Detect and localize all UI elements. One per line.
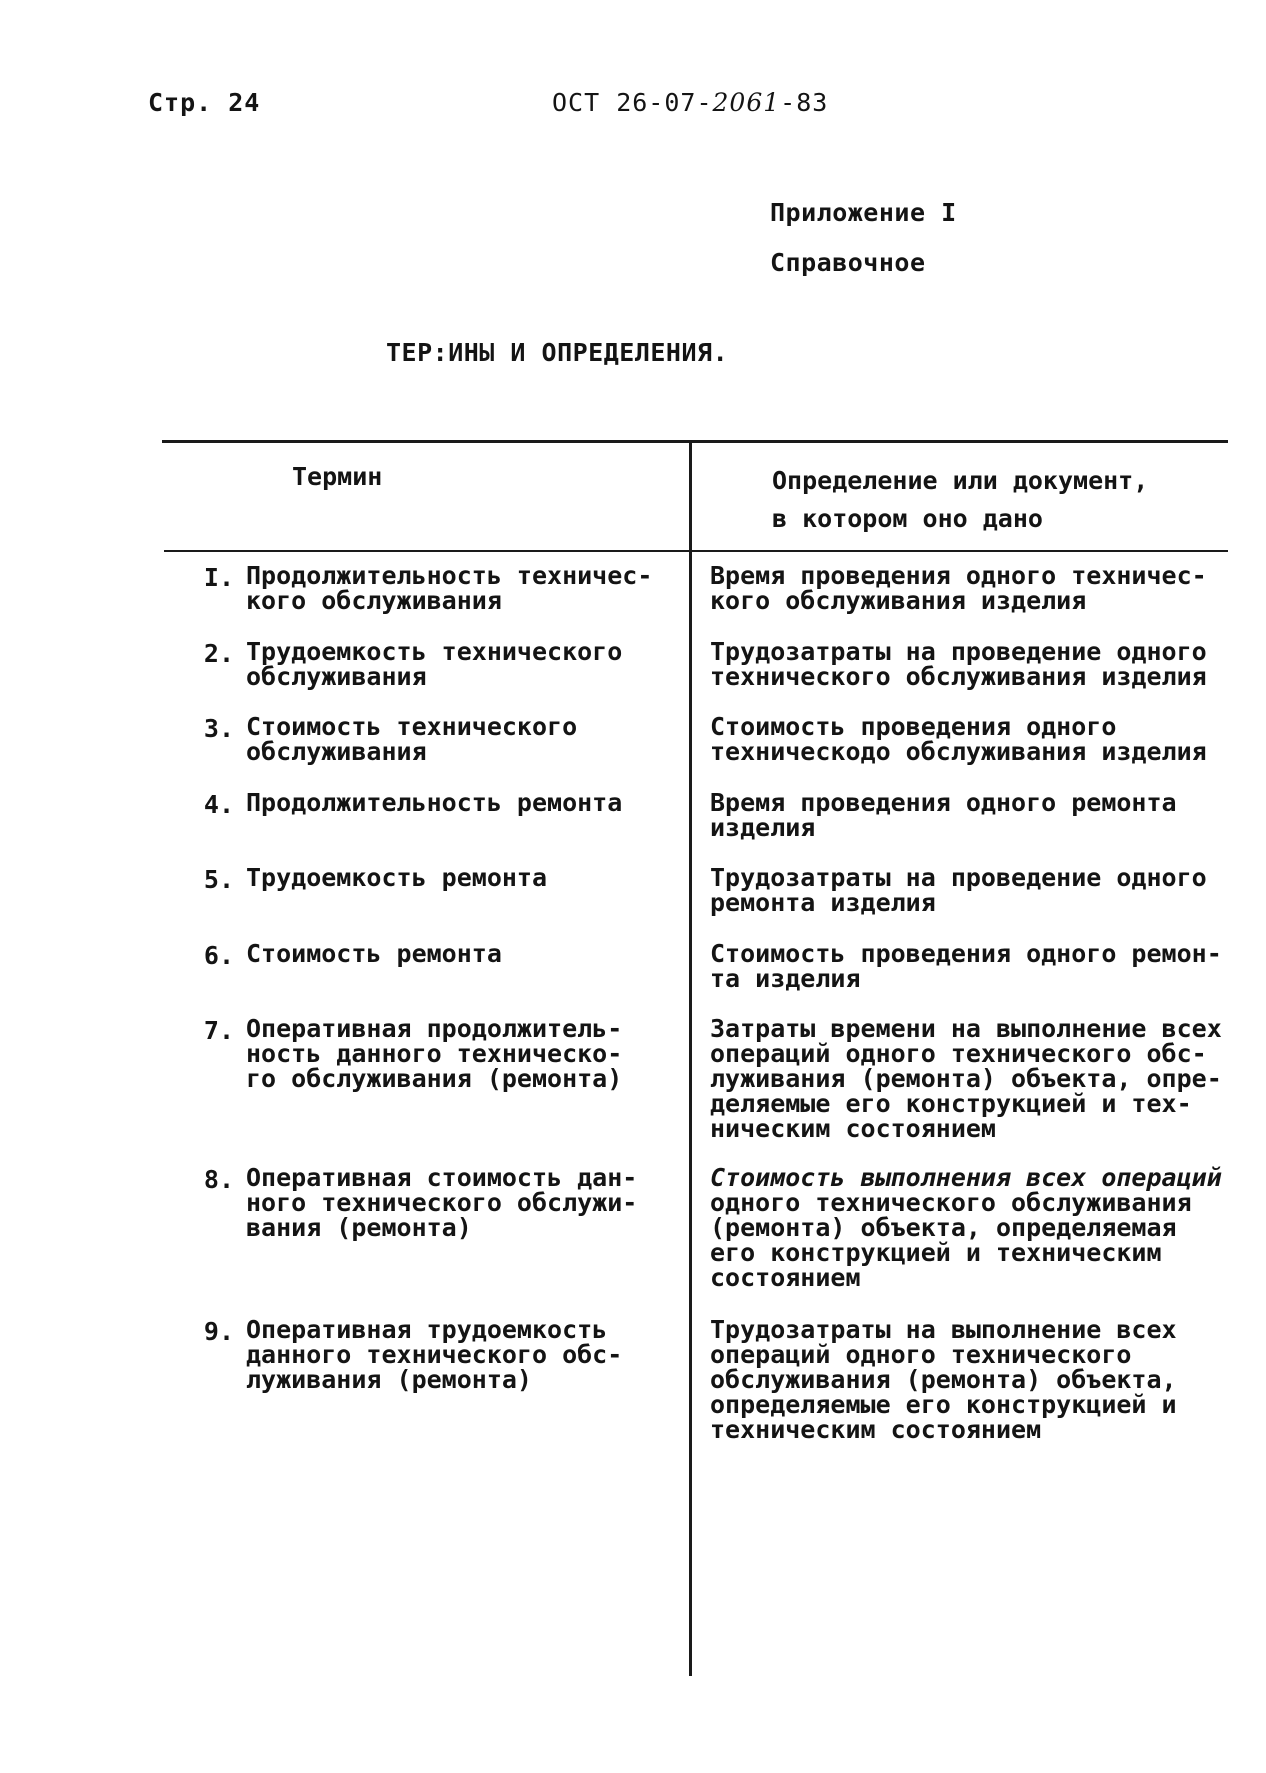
table-top-rule: [162, 440, 1228, 443]
row-number: 8.: [203, 1165, 234, 1194]
appendix-type: Справочное: [770, 248, 926, 277]
row-number: 3.: [203, 714, 234, 743]
document-title: ТЕР:ИНЫ И ОПРЕДЕЛЕНИЯ.: [386, 338, 729, 367]
definition-text: [710, 1165, 1222, 1290]
definition-text: Затраты времени на выполнение всех операций одного технического обс- луживания (ремонта) объекта, опре- деляемые его конструкцией и тех- ническим состоянием: [710, 1014, 1222, 1143]
term-text: Продолжительность техничес- кого обслуживания: [246, 561, 653, 615]
row-number: 4.: [203, 790, 234, 819]
definition-text: Трудозатраты на проведение одного технического обслуживания изделия: [710, 637, 1207, 691]
row-number: 9.: [203, 1317, 234, 1346]
term-text: Трудоемкость технического обслуживания: [246, 637, 623, 691]
standard-code-prefix: ОСТ 26-07-: [552, 88, 713, 117]
definition-text-rest: одного технического обслуживания (ремонта) объекта, определяемая его конструкцией и техническим состоянием: [710, 1188, 1192, 1292]
table-header-term: Термин: [292, 462, 383, 491]
row-number: I.: [203, 563, 234, 592]
term-text: Оперативная трудоемкость данного технического обс- луживания (ремонта): [246, 1315, 623, 1394]
row-number: 6.: [203, 941, 234, 970]
definition-text: Стоимость проведения одного ремон- та изделия: [710, 939, 1222, 993]
term-text: Оперативная стоимость дан- ного технического обслужи- вания (ремонта): [246, 1163, 638, 1242]
appendix-title: Приложение I: [770, 198, 957, 227]
definition-text: Трудозатраты на выполнение всех операций одного технического обслуживания (ремонта) объекта, определяемые его конструкцией и техническим состоянием: [710, 1315, 1177, 1444]
definition-text: Стоимость проведения одного техническодо обслуживания изделия: [710, 712, 1207, 766]
table-header-rule: [164, 550, 1228, 552]
table-header-definition: Определение или документ, в котором оно дано: [772, 466, 1149, 533]
term-text: Трудоемкость ремонта: [246, 863, 548, 892]
definition-text: Время проведения одного ремонта изделия: [710, 788, 1177, 842]
row-number: 5.: [203, 865, 234, 894]
row-number: 2.: [203, 639, 234, 668]
term-text: Оперативная продолжитель- ность данного техническо- го обслуживания (ремонта): [246, 1014, 623, 1093]
term-text: Стоимость технического обслуживания: [246, 712, 578, 766]
standard-code-handwritten: 2061: [712, 88, 781, 117]
standard-code: [552, 88, 828, 117]
standard-code-suffix: -83: [780, 88, 829, 117]
page-number: Стр. 24: [148, 88, 261, 117]
row-number: 7.: [203, 1016, 234, 1045]
term-text: Продолжительность ремонта: [246, 788, 623, 817]
table-column-divider: [689, 442, 692, 1676]
term-text: Стоимость ремонта: [246, 939, 502, 968]
definition-text: Трудозатраты на проведение одного ремонта изделия: [710, 863, 1207, 917]
definition-text-lead: Стоимость выполнения всех операций: [710, 1163, 1222, 1192]
definition-text: Время проведения одного техничес- кого обслуживания изделия: [710, 561, 1207, 615]
